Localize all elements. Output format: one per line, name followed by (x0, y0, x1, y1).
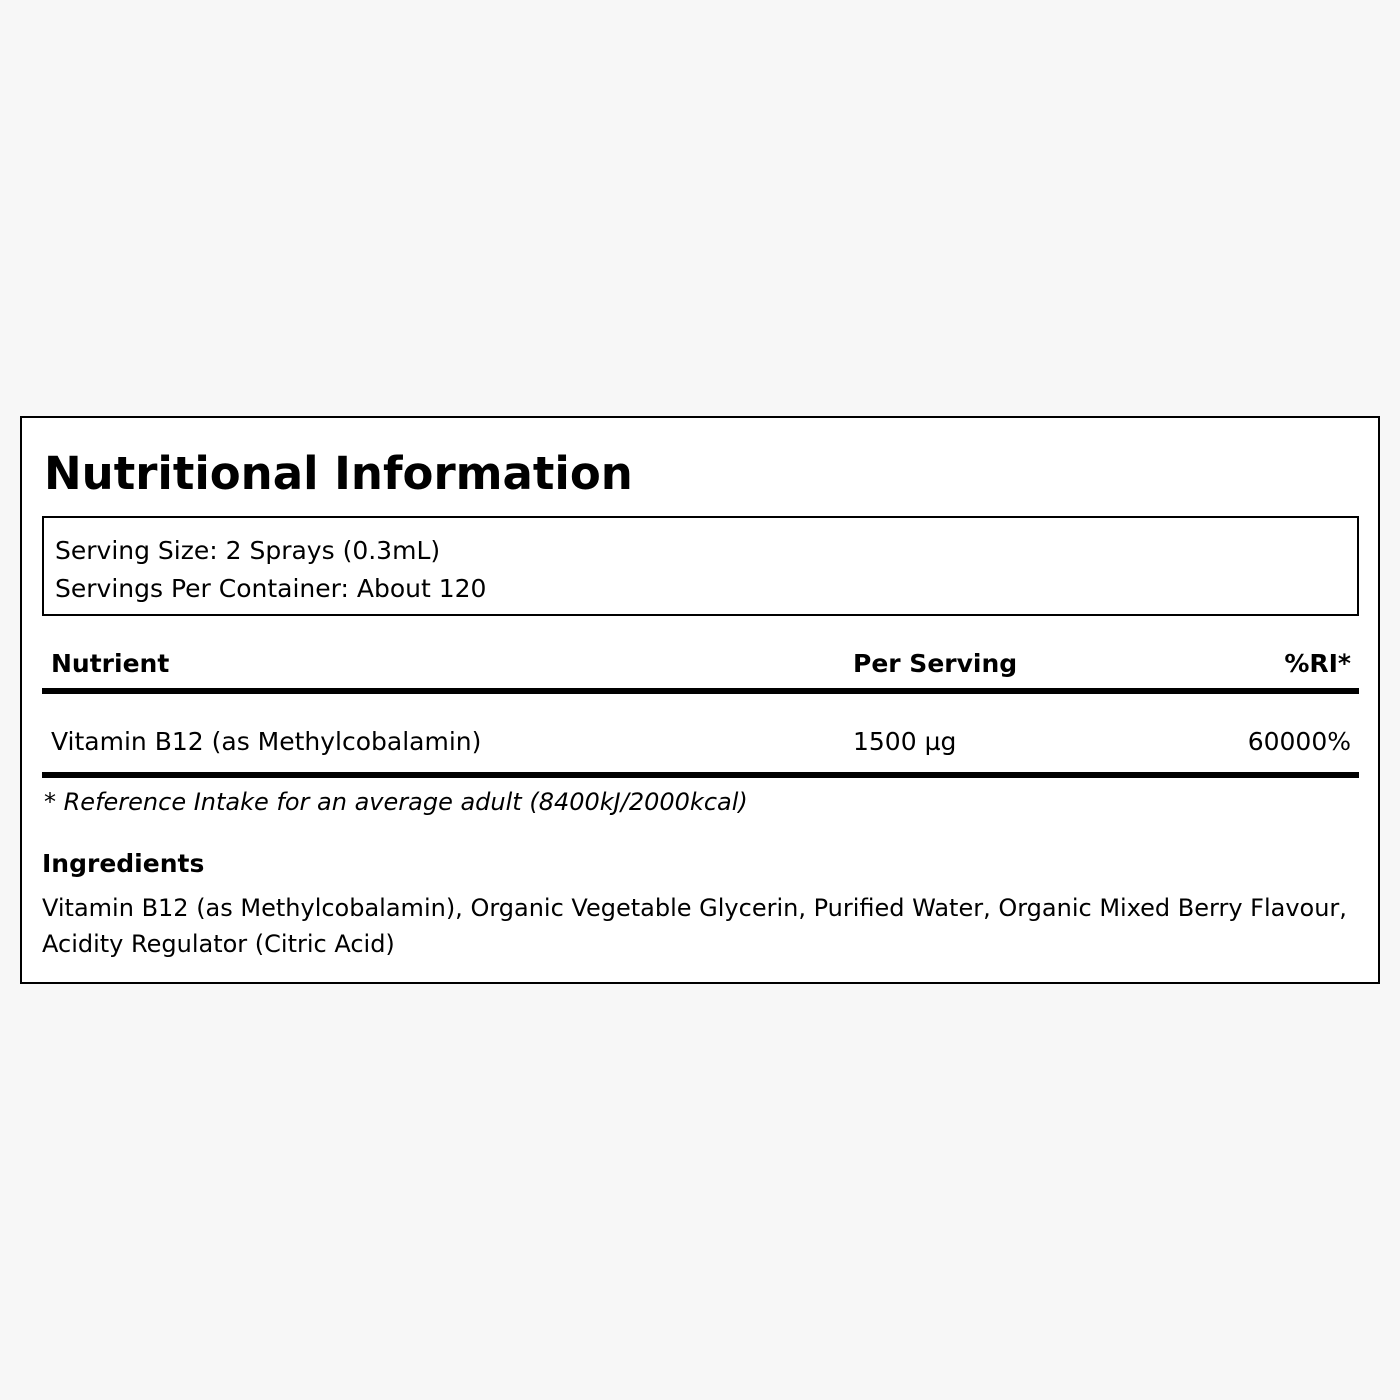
servings-per-container: Servings Per Container: About 120 (55, 574, 487, 603)
header-per-serving: Per Serving (853, 649, 1018, 678)
row-per-serving: 1500 µg (853, 727, 957, 756)
table-header-row (42, 642, 1359, 686)
serving-size: Serving Size: 2 Sprays (0.3mL) (55, 536, 441, 565)
header-nutrient: Nutrient (51, 649, 170, 678)
reference-intake-footnote: * Reference Intake for an average adult (8400kJ/2000kcal) (44, 788, 748, 816)
ingredients-heading: Ingredients (42, 849, 205, 878)
table-row (42, 720, 1359, 764)
nutrient-table (42, 642, 1359, 778)
label-title: Nutritional Information (44, 447, 633, 500)
row-ri: 60000% (1247, 727, 1351, 756)
serving-info-box (42, 516, 1359, 616)
table-bottom-divider (42, 772, 1359, 778)
header-ri: %RI* (1284, 649, 1351, 678)
row-nutrient: Vitamin B12 (as Methylcobalamin) (51, 727, 482, 756)
header-divider (42, 688, 1359, 694)
ingredients-text: Vitamin B12 (as Methylcobalamin), Organic Vegetable Glycerin, Purified Water, Organic Mixed Berry Flavour, Acidity Regulator (Citric Acid) (42, 894, 1347, 958)
nutrition-label-panel (20, 416, 1380, 984)
